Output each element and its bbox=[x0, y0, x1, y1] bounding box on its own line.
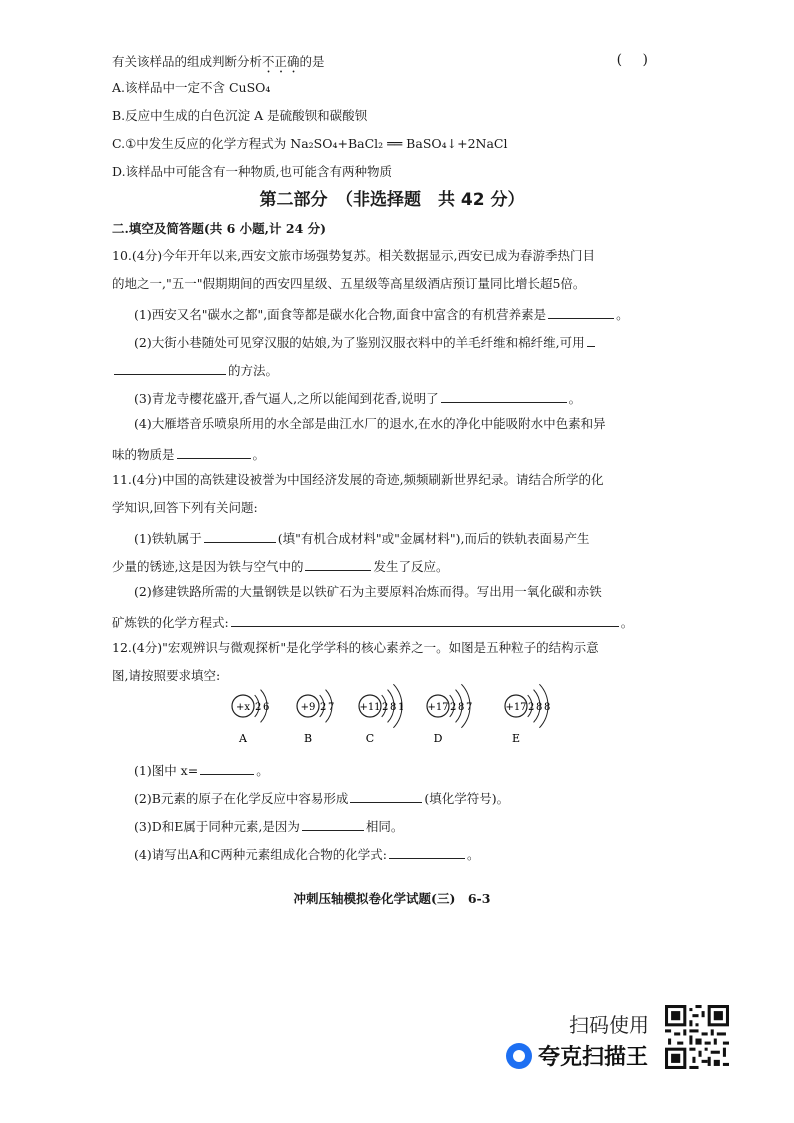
q11-line-2: 学知识,回答下列有关问题: bbox=[112, 500, 258, 515]
answer-blank[interactable] bbox=[389, 846, 465, 859]
answer-blank[interactable] bbox=[587, 334, 595, 347]
nucleus-charge: +17 bbox=[505, 702, 527, 713]
answer-blank[interactable] bbox=[114, 362, 226, 375]
answer-blank[interactable] bbox=[204, 530, 276, 543]
q10-sub-2a-text: (2)大街小巷随处可见穿汉服的姑娘,为了鉴别汉服衣料中的羊毛纤维和棉纤维,可用 bbox=[134, 335, 585, 350]
electron-count: 8 bbox=[536, 702, 543, 713]
q11-sub-1a-end: ,而后的铁轨表面易产生 bbox=[460, 531, 590, 546]
q12-sub-4 bbox=[134, 846, 480, 862]
q12-sub-3-end: 相同。 bbox=[365, 819, 404, 834]
q9-stem-emphasis: 不正确 bbox=[262, 54, 300, 69]
nucleus-charge: +17 bbox=[427, 702, 449, 713]
period: 。 bbox=[467, 847, 480, 862]
q10-sub-3-text: (3)青龙寺樱花盛开,香气逼人,之所以能闻到花香,说明了 bbox=[134, 391, 439, 406]
atom-diagram-d bbox=[427, 684, 472, 745]
brand-logo-icon bbox=[506, 1043, 532, 1069]
q12-sub-3-text: (3)D和E属于同种元素,是因为 bbox=[134, 819, 300, 834]
atom-label: C bbox=[365, 732, 375, 745]
q11-sub-1b-text: 少量的锈迹,这是因为铁与空气中的 bbox=[112, 559, 304, 574]
period: 。 bbox=[252, 447, 266, 462]
period: 。 bbox=[256, 763, 269, 778]
atom-label: B bbox=[303, 732, 313, 745]
atom-label: A bbox=[239, 732, 247, 745]
q10-sub-4a: (4)大雁塔音乐喷泉所用的水全部是曲江水厂的退水,在水的净化中能吸附水中色素和异 bbox=[134, 416, 606, 431]
q12-line-2: 图,请按照要求填空: bbox=[112, 668, 221, 683]
q10-line-1: 10.(4分)今年开年以来,西安文旅市场强势复苏。相关数据显示,西安已成为春游季热门目 bbox=[112, 248, 596, 263]
q10-sub-4b-text: 味的物质是 bbox=[112, 447, 175, 462]
q11-sub-1b-end: 发生了反应。 bbox=[373, 559, 449, 574]
electron-count: 7 bbox=[328, 702, 335, 713]
section-heading: 二.填空及简答题(共 6 小题,计 24 分) bbox=[112, 221, 327, 236]
q9-option-c: C.①中发生反应的化学方程式为 Na₂SO₄+BaCl₂ ══ BaSO₄↓+2NaCl bbox=[112, 136, 508, 151]
electron-count: 2 bbox=[320, 702, 327, 713]
page-footer: 冲刺压轴模拟卷化学试题(三) 6-3 bbox=[293, 891, 491, 906]
q10-sub-2a bbox=[134, 334, 597, 350]
q10-sub-4b bbox=[112, 446, 265, 462]
answer-bracket: ( ) bbox=[616, 52, 656, 68]
atom-label: E bbox=[511, 732, 521, 745]
atom-diagram-b bbox=[297, 690, 334, 745]
q10-line-2: 的地之一,"五一"假期期间的西安四星级、五星级等高星级酒店预订量同比增长超5倍。 bbox=[112, 276, 586, 291]
q10-sub-2b-text: 的方法。 bbox=[228, 363, 279, 378]
nucleus-charge: +9 bbox=[300, 702, 316, 713]
atom-structure-diagrams bbox=[230, 680, 570, 750]
q11-sub-1a-hint: (填"有机合成材料"或"金属材料") bbox=[277, 531, 461, 546]
q11-sub-2a: (2)修建铁路所需的大量钢铁是以铁矿石为主要原料冶炼而得。写出用一氧化碳和赤铁 bbox=[134, 584, 602, 599]
q12-sub-4-text: (4)请写出A和C两种元素组成化合物的化学式: bbox=[134, 847, 388, 862]
electron-count: 1 bbox=[398, 702, 405, 713]
q12-sub-3 bbox=[134, 818, 403, 834]
q9-option-b: B.反应中生成的白色沉淀 A 是硫酸钡和碳酸钡 bbox=[112, 108, 368, 123]
part-two-title: 第二部分 （非选择题 共 42 分） bbox=[259, 190, 525, 210]
nucleus-charge: +x bbox=[235, 702, 251, 713]
electron-count: 7 bbox=[466, 702, 473, 713]
answer-blank[interactable] bbox=[200, 762, 254, 775]
q10-sub-3 bbox=[134, 390, 581, 406]
q12-sub-1 bbox=[134, 762, 269, 778]
nucleus-charge: +11 bbox=[359, 702, 381, 713]
q9-stem bbox=[112, 54, 325, 76]
answer-blank[interactable] bbox=[231, 614, 619, 627]
period: 。 bbox=[616, 307, 629, 322]
q11-sub-1a-text: (1)铁轨属于 bbox=[134, 531, 202, 546]
electron-count: 8 bbox=[544, 702, 551, 713]
q11-sub-2b bbox=[112, 614, 633, 630]
q11-sub-2b-text: 矿炼铁的化学方程式: bbox=[112, 615, 229, 630]
atom-diagram-e bbox=[505, 684, 550, 745]
atom-diagram-a bbox=[232, 690, 269, 745]
q10-sub-1-text: (1)西安又名"碳水之都",面食等都是碳水化合物,面食中富含的有机营养素是 bbox=[134, 307, 547, 322]
q9-stem-end: 的是 bbox=[299, 54, 325, 69]
electron-count: 6 bbox=[263, 702, 270, 713]
q12-sub-2-hint: (填化学符号)。 bbox=[424, 791, 510, 806]
q10-sub-2b bbox=[112, 362, 278, 378]
electron-count: 8 bbox=[390, 702, 397, 713]
electron-count: 2 bbox=[255, 702, 262, 713]
q9-option-d: D.该样品中可能含有一种物质,也可能含有两种物质 bbox=[112, 164, 393, 179]
answer-blank[interactable] bbox=[302, 818, 364, 831]
period: 。 bbox=[620, 615, 634, 630]
answer-blank[interactable] bbox=[350, 790, 422, 803]
electron-count: 2 bbox=[382, 702, 389, 713]
answer-blank[interactable] bbox=[305, 558, 371, 571]
scanner-brand bbox=[506, 1040, 648, 1071]
electron-count: 2 bbox=[450, 702, 457, 713]
q9-option-a: A.该样品中一定不含 CuSO₄ bbox=[112, 80, 271, 95]
q11-sub-1b bbox=[112, 558, 449, 574]
q10-sub-1 bbox=[134, 306, 629, 322]
period: 。 bbox=[568, 391, 582, 406]
atom-diagram-c bbox=[359, 684, 404, 745]
q12-sub-1-text: (1)图中 x= bbox=[134, 763, 199, 778]
qr-code-icon bbox=[665, 1005, 729, 1069]
q9-stem-text: 有关该样品的组成判断分析 bbox=[112, 54, 263, 69]
electron-count: 8 bbox=[458, 702, 465, 713]
q12-line-1: 12.(4分)"宏观辨识与微观探析"是化学学科的核心素养之一。如图是五种粒子的结构示意 bbox=[112, 640, 599, 655]
q11-sub-1a bbox=[134, 530, 589, 546]
answer-blank[interactable] bbox=[177, 446, 251, 459]
answer-blank[interactable] bbox=[441, 390, 567, 403]
q12-sub-2-text: (2)B元素的原子在化学反应中容易形成 bbox=[134, 791, 349, 806]
brand-name: 夸克扫描王 bbox=[538, 1045, 649, 1070]
answer-blank[interactable] bbox=[548, 306, 614, 319]
q11-line-1: 11.(4分)中国的高铁建设被誉为中国经济发展的奇迹,频频刷新世界纪录。请结合所学的化 bbox=[112, 472, 604, 487]
scan-to-use-text: 扫码使用 bbox=[569, 1013, 649, 1037]
q12-sub-2 bbox=[134, 790, 509, 806]
electron-count: 2 bbox=[528, 702, 535, 713]
atom-label: D bbox=[433, 732, 443, 745]
